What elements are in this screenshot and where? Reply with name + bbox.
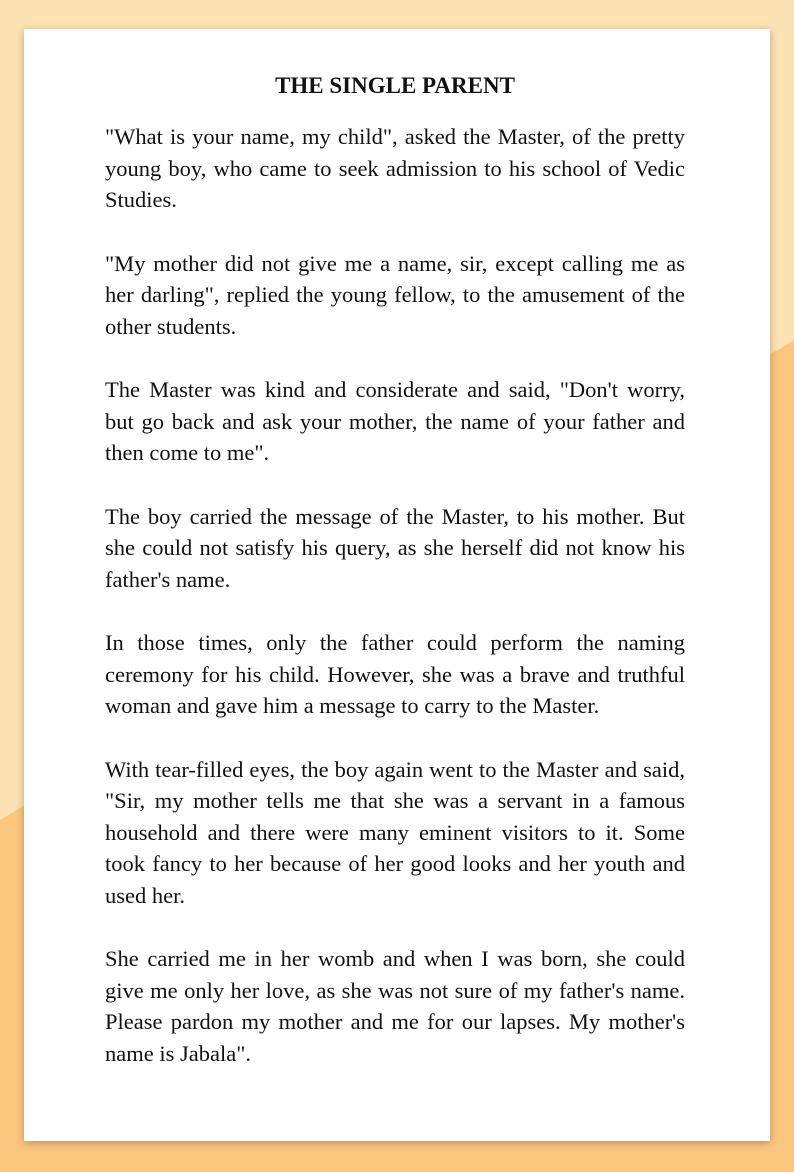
paragraph: The boy carried the message of the Master, to his mother. But she could not satisfy his query, as she herself did not know his father's name. xyxy=(105,503,685,592)
paragraph: She carried me in her womb and when I was born, she could give me only her love, as she was not sure of my father's name. Please pardon my mother and me for our lapses. My mother's name is Jabala". xyxy=(105,946,685,1066)
document-page xyxy=(24,29,770,1141)
paragraph: With tear-filled eyes, the boy again went to the Master and said, "Sir, my mother tells me that she was a servant in a famous household and there were many eminent visitors to it. Some took fancy to her because of her good looks and her youth and used her. xyxy=(105,756,685,908)
paragraph: In those times, only the father could perform the naming ceremony for his child. However, she was a brave and truthful woman and gave him a message to carry to the Master. xyxy=(105,630,685,718)
paragraph: The Master was kind and considerate and said, "Don't worry, but go back and ask your mother, the name of your father and then come to me". xyxy=(105,377,685,465)
paragraph: "My mother did not give me a name, sir, except calling me as her darling", replied the young fellow, to the amusement of the other students. xyxy=(105,250,685,339)
document-content xyxy=(105,73,685,1101)
document-title: THE SINGLE PARENT xyxy=(275,73,515,98)
paragraph: "What is your name, my child", asked the Master, of the pretty young boy, who came to seek admission to his school of Vedic Studies. xyxy=(105,124,685,212)
